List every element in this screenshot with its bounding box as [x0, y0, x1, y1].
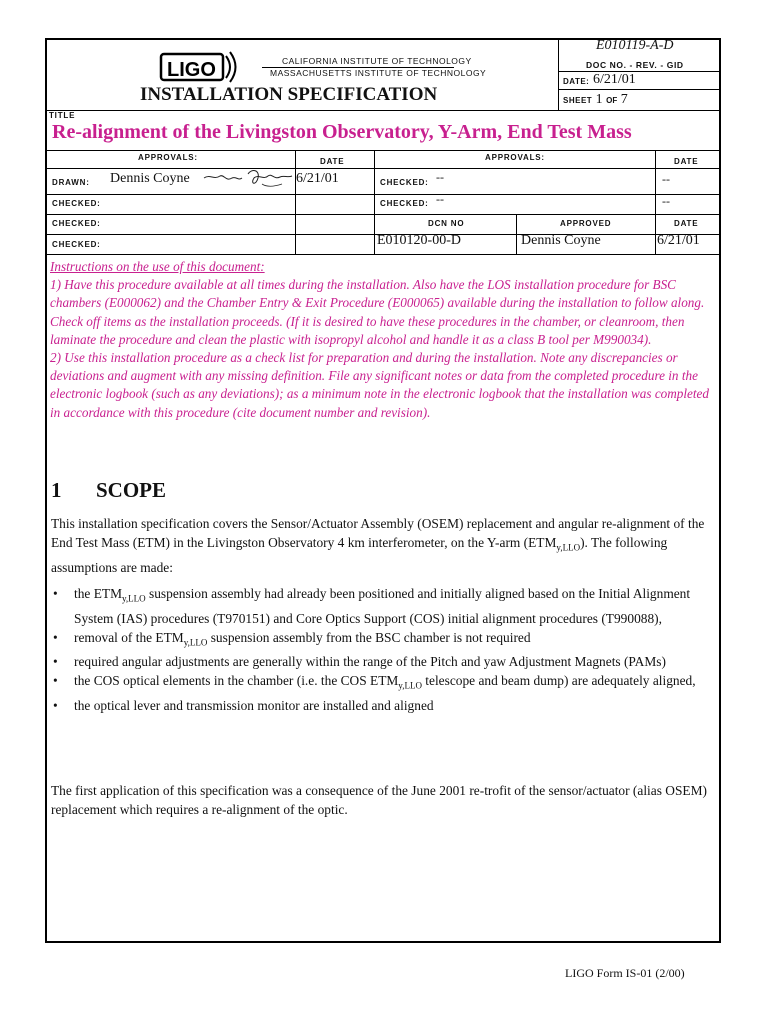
assumption-4-subscript: y,LLO [398, 681, 422, 692]
approved-header: APPROVED [560, 219, 612, 228]
assumption-item: • required angular adjustments are generally within the range of the Pitch and yaw Adjustment Magnets (PAMs) [51, 652, 716, 671]
approved-value: Dennis Coyne [521, 233, 601, 248]
approved-date: 6/21/01 [657, 233, 700, 248]
grid-h3 [45, 214, 721, 215]
left-checked-label-3: CHECKED: [52, 240, 101, 249]
scope-intro-text-b: ). The following assumptions are made: [51, 535, 668, 575]
approvals-left-header: APPROVALS: [138, 153, 198, 162]
scope-intro-subscript: y,LLO [556, 542, 581, 553]
drawn-signature [202, 166, 294, 192]
grid-v1 [295, 150, 296, 254]
assumption-4-text-b: telescope and beam dump) are adequately aligned, [421, 673, 696, 689]
org-line-2: MASSACHUSETTS INSTITUTE OF TECHNOLOGY [270, 68, 487, 78]
left-checked-label-2: CHECKED: [52, 219, 101, 228]
org-line-1: CALIFORNIA INSTITUTE OF TECHNOLOGY [282, 56, 472, 66]
right-checked-date-1: -- [662, 172, 670, 186]
scope-intro-text-a: This installation specification covers the Sensor/Actuator Assembly (OSEM) replacement and angular re-alignment of the End Test Mass (ETM) in the Livingston Observatory 4 km interferometer, on the Y-arm (ETM [51, 516, 705, 550]
sheet-label [563, 92, 628, 108]
scope-intro [51, 514, 716, 577]
sheet-of-text: OF [606, 96, 618, 105]
assumption-1-text-b: suspension assembly had already been positioned and initially aligned based on the Initial Alignment System (IAS) procedures (T970151) and Core Optics Support (COS) initial alignment procedures (T990088), [74, 586, 691, 626]
assumption-item [51, 584, 716, 628]
date-value: 6/21/01 [593, 72, 636, 87]
assumption-2-text-b: suspension assembly from the BSC chamber is not required [207, 629, 531, 645]
instructions-block [50, 258, 718, 422]
title-top-rule [45, 110, 721, 111]
right-checked-value-2: -- [436, 192, 444, 206]
svg-text:LIGO: LIGO [167, 59, 216, 81]
assumption-2-subscript: y,LLO [183, 637, 208, 648]
right-checked-label-1: CHECKED: [380, 178, 429, 187]
dcn-date-header: DATE [674, 219, 699, 228]
right-checked-date-2: -- [662, 194, 670, 208]
approvals-top-rule [45, 150, 721, 151]
approvals-right-date-header: DATE [674, 157, 699, 166]
doc-id: E010119-A-D [596, 38, 674, 53]
ligo-logo [158, 48, 242, 84]
dcn-value: E010120-00-D [377, 233, 461, 248]
assumption-item: • the optical lever and transmission monitor are installed and aligned [51, 696, 716, 715]
sheet-label-text: SHEET [563, 96, 593, 105]
section-title: SCOPE [96, 478, 167, 502]
assumption-1-text-a: the ETM [74, 586, 122, 601]
assumption-1-subscript: y,LLO [121, 593, 146, 604]
assumption-4-text-a: the COS optical elements in the chamber (i.e. the COS ETM [74, 673, 399, 689]
grid-h5 [45, 254, 721, 255]
doc-no-label: DOC NO. - REV. - GID [586, 60, 684, 70]
assumption-2-text-a: removal of the ETM [74, 629, 184, 645]
drawn-name: Dennis Coyne [110, 171, 190, 186]
grid-v3 [655, 150, 656, 214]
sheet-total: 7 [620, 92, 628, 107]
instructions-item-1: 1) Have this procedure available at all times during the installation. Also have the LOS installation procedure for BSC chambers (E000062) and the Chamber Entry & Exit Procedure (E000065) available during the installation to follow along. Check off items as the installation proceeds. (If it is desired to have these procedures in the chamber, or cleanroom, then laminate the procedure and clean the plastic with isopropyl alcohol and handle it as a class B tool per M990034). [50, 277, 705, 347]
assumptions-list [51, 584, 716, 715]
approvals-left-date-header: DATE [320, 157, 345, 166]
form-footer: LIGO Form IS-01 (2/00) [565, 966, 685, 980]
doc-type-heading: INSTALLATION SPECIFICATION [140, 84, 438, 105]
left-checked-label-1: CHECKED: [52, 199, 101, 208]
drawn-label: DRAWN: [52, 178, 90, 187]
instructions-heading: Instructions on the use of this document: [50, 259, 265, 274]
header-right-divider [558, 38, 559, 110]
dcn-header: DCN NO [428, 219, 465, 228]
assumption-item [51, 671, 716, 696]
date-label: DATE: [563, 77, 590, 86]
grid-v5 [655, 214, 656, 254]
grid-v4 [516, 214, 517, 254]
drawn-date: 6/21/01 [296, 171, 339, 186]
grid-h1 [45, 168, 721, 169]
header-rule-2 [558, 89, 721, 90]
instructions-item-2: 2) Use this installation procedure as a check list for preparation and during the installation. Note any discrepancies or deviations and augment with any missing definition. File any significant notes or data from the completed procedure in the electronic logbook (such as any deviations); as a minimum note in the electronic logbook that the installation was completed in accordance with this procedure (cite document number and revision). [50, 350, 710, 420]
grid-v2 [374, 150, 375, 254]
grid-h2 [45, 194, 721, 195]
header-rule-1 [558, 71, 721, 72]
assumption-item [51, 628, 716, 653]
title-label: TITLE [49, 111, 76, 120]
scope-closing: The first application of this specification was a consequence of the June 2001 re-trofit of the sensor/actuator (alias OSEM) replacement which requires a re-alignment of the optic. [51, 783, 707, 817]
right-checked-value-1: -- [436, 170, 444, 184]
sheet-number: 1 [595, 92, 603, 107]
section-number: 1 [51, 478, 62, 502]
right-checked-label-2: CHECKED: [380, 199, 429, 208]
approvals-right-header: APPROVALS: [485, 153, 545, 162]
document-title: Re-alignment of the Livingston Observatory, Y-Arm, End Test Mass [52, 121, 632, 143]
